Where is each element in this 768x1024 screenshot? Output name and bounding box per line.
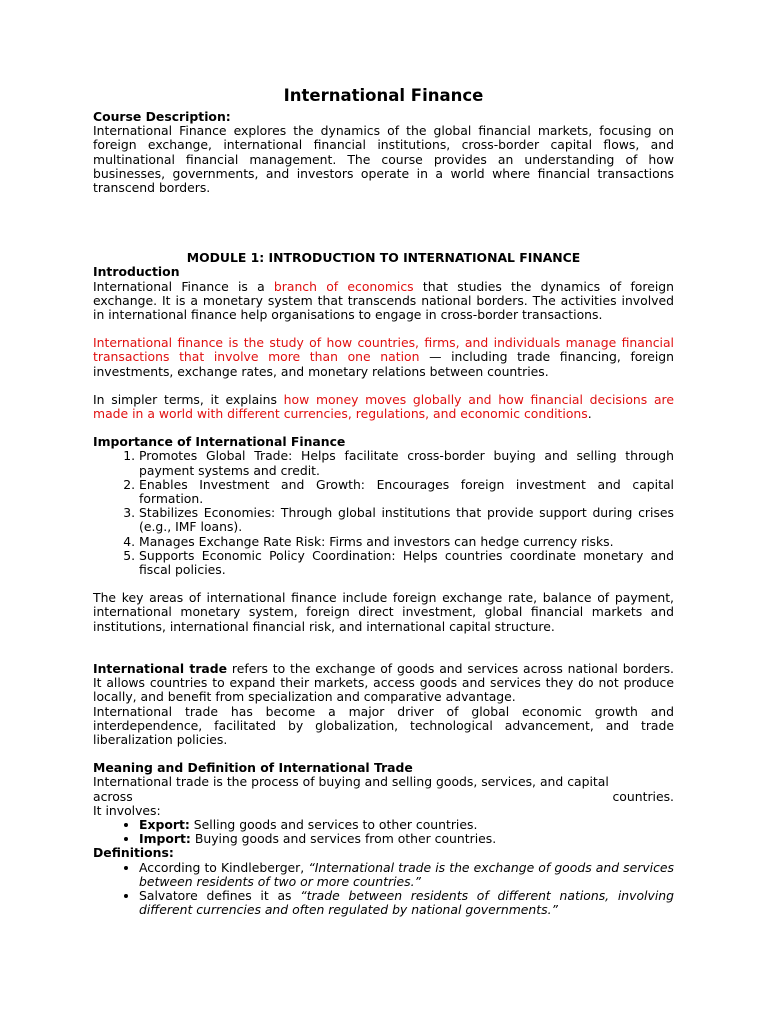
highlight-simple-terms: how money moves globally and how financial decisions are made in a world with different currencies, regulations, and economic conditions (93, 391, 674, 422)
definitions-heading: Definitions: (93, 845, 174, 861)
list-item: • Import: Buying goods and services from other countries. (139, 832, 674, 846)
key-areas-paragraph: The key areas of international finance include foreign exchange rate, balance of payment, international monetary system, foreign direct investment, global financial markets and institutions, international financial risk, and international capital structure. (93, 590, 674, 634)
list-item: 4. Manages Exchange Rate Risk: Firms and investors can hedge currency risks. (139, 535, 674, 549)
introduction-paragraph: International Finance is a branch of economics that studies the dynamics of foreign exchange. It is a monetary system that transcends national borders. The activities involved in international finance help organisations to engage in cross-border transactions. (93, 278, 674, 323)
definitions-list (93, 861, 674, 918)
module-heading: MODULE 1: INTRODUCTION TO INTERNATIONAL FINANCE (186, 250, 581, 266)
highlight-definition: International finance is the study of how countries, firms, and individuals manage financial transactions that involve more than one nation (93, 335, 674, 365)
list-item: • Salvatore defines it as “trade between residents of different nations, involving different currencies and often regulated by national governments.” (139, 889, 674, 917)
list-item: 2. Enables Investment and Growth: Encourages foreign investment and capital formation. (139, 478, 674, 506)
meaning-line: International trade is the process of buying and selling goods, services, and capital (93, 774, 609, 790)
list-item: 1. Promotes Global Trade: Helps facilitate cross-border buying and selling through payment systems and credit. (139, 449, 674, 477)
meaning-line-continued: across countries. (93, 788, 674, 804)
list-item: 5. Supports Economic Policy Coordination: Helps countries coordinate monetary and fiscal policies. (139, 549, 674, 577)
list-item: 3. Stabilizes Economies: Through global institutions that provide support during crises (e.g., IMF loans). (139, 506, 674, 534)
meaning-heading: Meaning and Definition of International Trade (93, 760, 413, 776)
simple-terms-paragraph: In simpler terms, it explains how money moves globally and how financial decisions are made in a world with different currencies, regulations, and economic conditions. (93, 391, 674, 422)
term-international-trade: International trade (93, 660, 228, 676)
introduction-heading: Introduction (93, 264, 180, 280)
document-title: International Finance (283, 86, 484, 105)
international-trade-paragraph-2: International trade has become a major driver of global economic growth and interdependence, facilitated by globalization, technological advancement, and trade liberalization policies. (93, 703, 674, 747)
list-item: • Export: Selling goods and services to other countries. (139, 818, 674, 832)
list-item: • According to Kindleberger, “International trade is the exchange of goods and services between residents of two or more countries.” (139, 861, 674, 889)
importance-heading: Importance of International Finance (93, 434, 346, 450)
course-description-heading: Course Description: (93, 109, 231, 124)
involves-label: It involves: (93, 802, 161, 818)
course-description-text: International Finance explores the dynamics of the global financial markets, focusing on foreign exchange, international financial institutions, cross-border capital flows, and multinational financial management. The course provides an understanding of how businesses, governments, and investors operate in a world where financial transactions transcend borders. (93, 123, 674, 196)
international-trade-paragraph: International trade refers to the exchange of goods and services across national borders. It allows countries to expand their markets, access goods and services they do not produce locally, and benefit from specialization and comparative advantage. (93, 660, 674, 705)
highlight-branch-of-economics: branch of economics (273, 278, 414, 294)
document-page (93, 86, 674, 917)
involves-list (93, 818, 674, 846)
importance-list (93, 449, 674, 577)
definition-paragraph: International finance is the study of how countries, firms, and individuals manage financial transactions that involve more than one nation — including trade financing, foreign investments, exchange rates, and monetary relations between countries. (93, 335, 674, 379)
